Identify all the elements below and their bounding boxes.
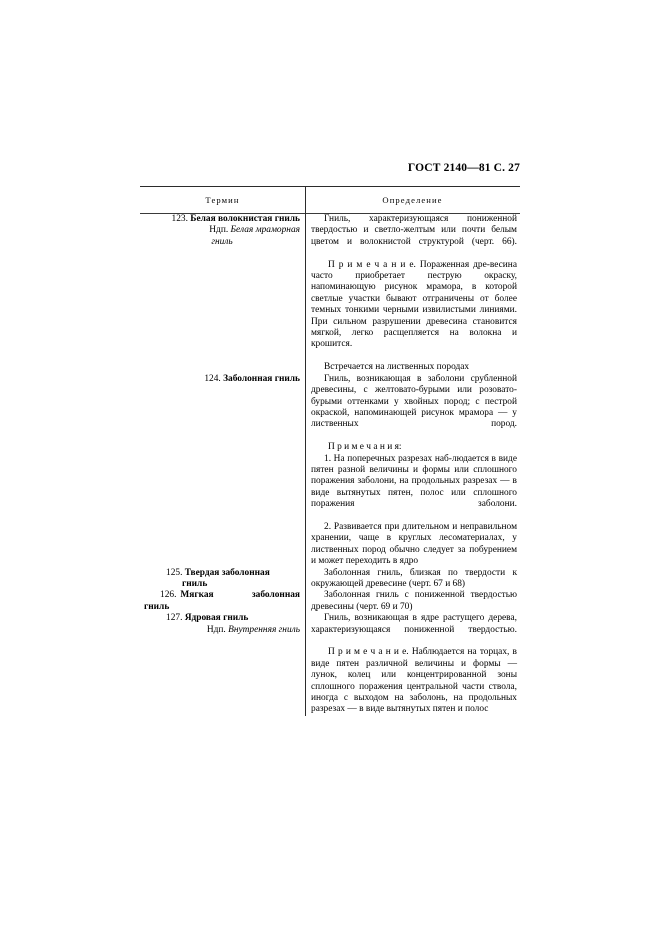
definition-cell-125 [305,568,520,591]
definition-cell-126 [305,590,520,613]
table-row [140,568,520,591]
term-cell-123 [140,214,305,248]
term-deprecated [144,225,300,236]
table-header-row [140,187,520,213]
definition-notes-label: П р и м е ч а н и я: [328,442,402,453]
term-cell-126 [140,590,305,613]
running-header: ГОСТ 2140—81 С. 27 [407,162,520,174]
term-title-line [144,613,300,624]
term-title-line [144,214,300,225]
table-row [140,613,520,716]
definition-note-item: 2. Развивается при длительном и неправильном хранении, чаще в круглых лесоматериалах, у лиственных пород обычно следует за побурением и может переходить в ядро [311,521,517,567]
deprecated-label: Ндп. [209,225,229,236]
term-number: 124. [204,373,221,384]
term-name: Твердая заболонная [184,567,270,578]
definition-cell-123 [305,214,520,374]
term-name-cont: гниль [144,601,170,612]
definition-note: П р и м е ч а н и е. Пораженная дре-весина часто приобретает пеструю окраску, напоминающую рисунок мрамора, в которой светлые участки бывают отграничены от более темных тонкими черными извилистыми линиями. При сильном разрушении древесина становится мягкой, легко расщепляется на волокна и крошится. [311,259,517,350]
term-cell-127 [140,613,305,636]
term-cell-125 [140,568,305,591]
term-name-part2: заболонная [251,590,300,601]
table-body [140,187,520,716]
definition-cell-127 [305,613,520,716]
table-row [140,214,520,374]
deprecated-value-line1: Белая мраморная [230,225,300,236]
definition-note: П р и м е ч а н и е. Наблюдается на торцах, в виде пятен различной величины и формы — лунок, колец или концентрированной зоны сплошного поражения центральной части ствола, иногда с выходом на заболонь, на продольных разрезах — в виде вытянутых пятен и полос [311,647,517,715]
term-name-cont: гниль [182,579,208,589]
term-number: 125. [166,567,183,578]
table-row [140,374,520,568]
definition-paragraph: Гниль, возникающая в ядре растущего дерева, характеризующаяся пониженной твердостью. [311,613,517,635]
term-title-cont [144,579,300,590]
deprecated-label: Ндп. [206,624,226,635]
table-rows [140,214,520,716]
term-number: 123. [171,214,188,224]
deprecated-value: Внутренняя гниль [228,624,300,635]
terms-definitions-table [140,186,520,716]
term-title-line [144,568,300,579]
term-name: Ядровая гниль [184,613,249,624]
term-deprecated-cont [144,237,300,248]
term-name: Белая волокнистая гниль [190,214,300,224]
definition-paragraph: Гниль, возникающая в заболони срубленной древесины, с желтовато-бурыми или розовато-бурыми оттенками у хвойных пород; с пестрой окраской, напоминающей рисунок мрамора — у лиственных пород. [311,373,517,430]
column-header-definition: Определение [382,195,443,205]
deprecated-value-line2: гниль [211,236,233,247]
term-name: Мягкая [180,590,214,601]
definition-paragraph: Встречается на лиственных породах [324,362,470,373]
definition-paragraph: Гниль, характеризующаяся пониженной твердостью и светло-желтым или почти белым цветом и волокнистой структурой (черт. 66). [311,214,517,247]
term-number: 126. [160,590,177,601]
term-title-cont [144,602,300,613]
definition-paragraph: Заболонная гниль, близкая по твердости к окружающей древесине (черт. 67 и 68) [311,567,517,589]
definition-paragraph: Заболонная гниль с пониженной твердостью древесины (черт. 69 и 70) [311,590,517,612]
term-name: Заболонная гниль [223,373,300,384]
column-header-term: Термин [205,195,240,205]
term-cell-124 [140,374,305,385]
term-title-line [144,374,300,385]
table-row [140,590,520,613]
term-title-line [144,590,300,601]
definition-cell-124 [305,374,520,568]
term-number: 127. [166,613,183,624]
definition-note-item: 1. На поперечных разрезах наб-людается в виде пятен разной величины и формы или сплошного поражения заболони, на продольных разрезах — в виде вытянутых пятен, полос или сплошного поражения заболони. [311,453,517,510]
term-deprecated [144,625,300,636]
